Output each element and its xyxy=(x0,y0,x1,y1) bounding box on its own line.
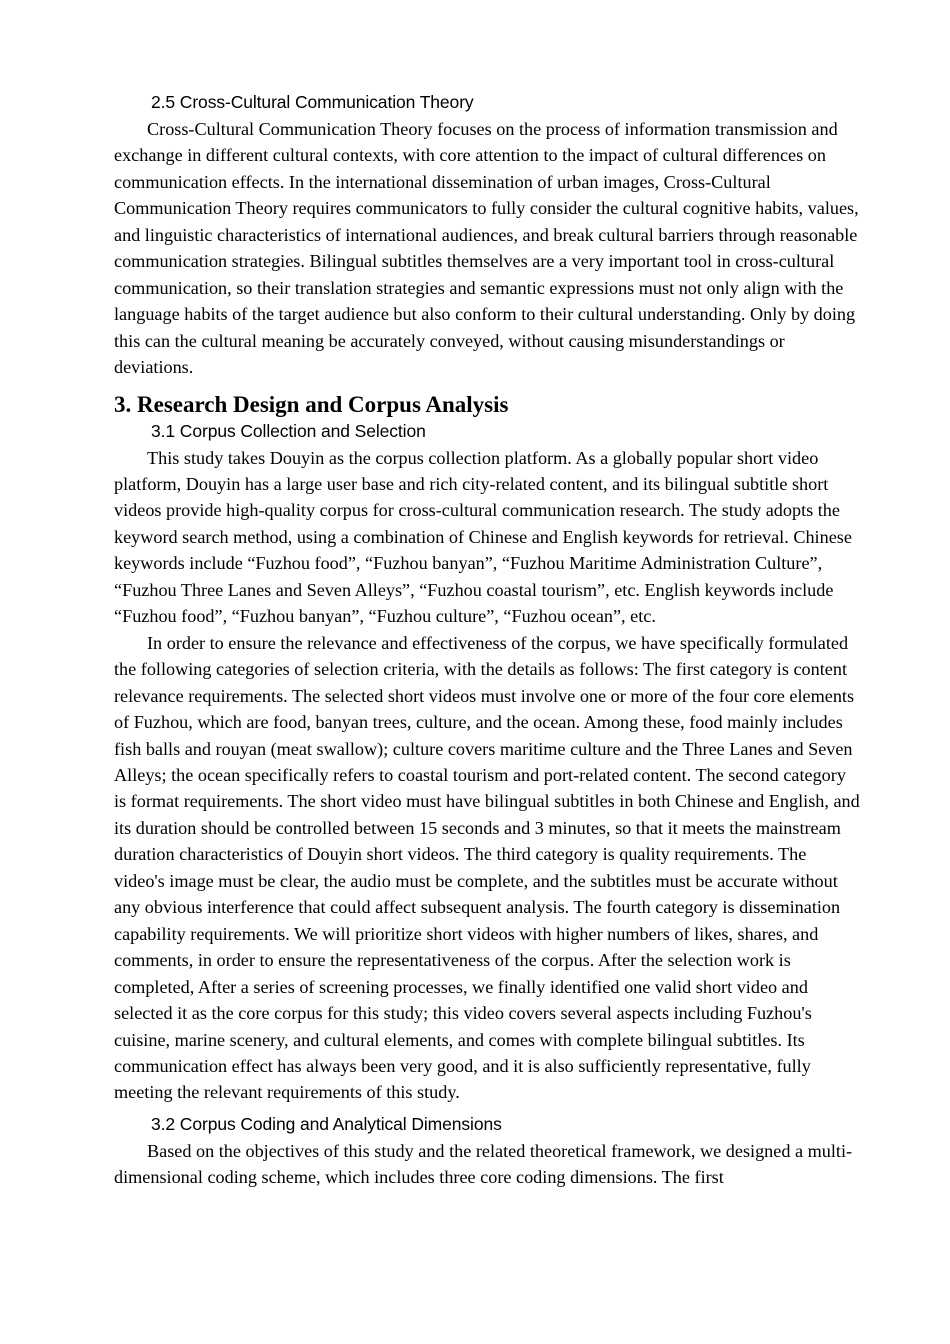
section-3-heading: 3. Research Design and Corpus Analysis xyxy=(114,391,509,417)
section-2-5-heading: 2.5 Cross-Cultural Communication Theory xyxy=(151,92,474,112)
section-2-5-paragraph-1: Cross-Cultural Communication Theory focuses on the process of information transmission and exchange in different cultural contexts, with core attention to the impact of cultural differences on communication effects. In the international dissemination of urban images, Cross-Cultural Communication Theory requires communicators to fully consider the cultural cognitive habits, values, and linguistic characteristics of international audiences, and break cultural barriers through reasonable communication strategies. Bilingual subtitles themselves are a very important tool in cross-cultural communication, so their translation strategies and semantic expressions must not only align with the language habits of the target audience but also conform to their cultural understanding. Only by doing this can the cultural meaning be accurately conveyed, without causing misunderstandings or deviations. xyxy=(114,119,859,378)
section-3-2-paragraph-1: Based on the objectives of this study and the related theoretical framework, we designed a multi-dimensional coding scheme, which includes three core coding dimensions. The first xyxy=(114,1140,853,1188)
section-3-1-heading: 3.1 Corpus Collection and Selection xyxy=(151,420,426,441)
section-3-1-paragraph-1: This study takes Douyin as the corpus collection platform. As a globally popular short video platform, Douyin has a large user base and rich city-related content, and its bilingual subtitle short videos provide high-quality corpus for cross-cultural communication research. The study adopts the keyword search method, using a combination of Chinese and English keywords for retrieval. Chinese keywords include “Fuzhou food”, “Fuzhou banyan”, “Fuzhou Maritime Administration Culture”, “Fuzhou Three Lanes and Seven Alleys”, “Fuzhou coastal tourism”, etc. English keywords include “Fuzhou food”, “Fuzhou banyan”, “Fuzhou culture”, “Fuzhou ocean”, etc. xyxy=(114,447,852,627)
section-3-2-heading: 3.2 Corpus Coding and Analytical Dimensions xyxy=(151,1113,502,1134)
section-3-1-paragraph-2: In order to ensure the relevance and effectiveness of the corpus, we have specifically formulated the following categories of selection criteria, with the details as follows: The first category is content relevance requirements. The selected short videos must involve one or more of the four core elements of Fuzhou, which are food, banyan trees, culture, and the ocean. Among these, food mainly includes fish balls and rouyan (meat swallow); culture covers maritime culture and the Three Lanes and Seven Alleys; the ocean specifically refers to coastal tourism and port-related content. The second category is format requirements. The short video must have bilingual subtitles in both Chinese and English, and its duration should be controlled between 15 seconds and 3 minutes, so that it meets the mainstream duration characteristics of Douyin short videos. The third category is quality requirements. The video's image must be clear, the audio must be complete, and the subtitles must be accurate without any obvious interference that could affect subsequent analysis. The fourth category is dissemination capability requirements. We will prioritize short videos with higher numbers of likes, shares, and comments, in order to ensure the representativeness of the corpus. After the selection work is completed, After a series of screening processes, we finally identified one valid short video and selected it as the core corpus for this study; this video covers several aspects including Fuzhou's cuisine, marine scenery, and cultural elements, and comes with complete bilingual subtitles. Its communication effect has always been very good, and it is also sufficiently representative, fully meeting the relevant requirements of this study. xyxy=(114,632,860,1103)
document-page xyxy=(114,90,860,1191)
